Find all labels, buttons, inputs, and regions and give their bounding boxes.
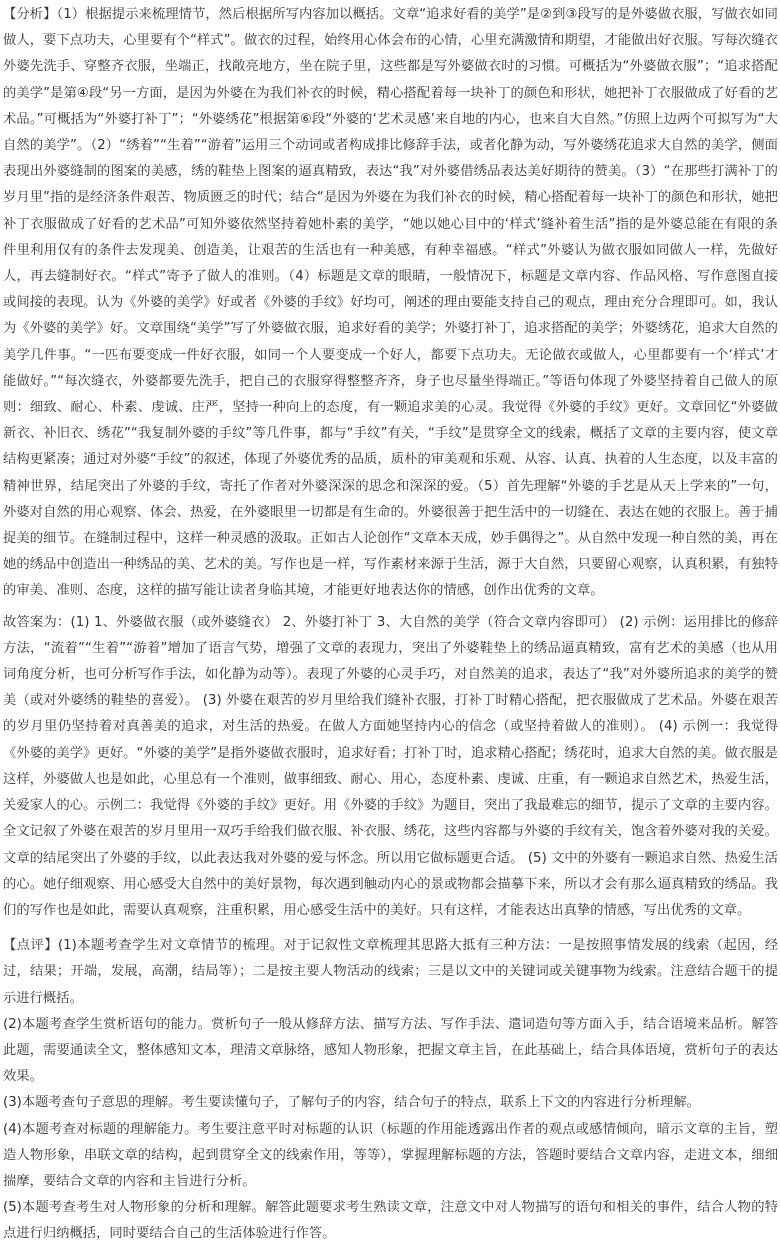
comment-section [3,933,778,1247]
answer-paragraph: 故答案为：(1) 1、外婆做衣服（或外婆缝衣） 2、外婆打补丁 3、大自然的美学（符合文章内容即可） (2) 示例：运用排比的修辞方法，“流着”“生着”“游着”增加了语言气势，增强了文章的表现力，突出了外婆鞋垫上的绣品逼真精致，富有艺术的美感（也从用词角度分析，也可分析写作手法，如化静为动等）。表现了外婆的心灵手巧，对自然美的追求，表达了“我”对外婆所追求的美学的赞美（或对外婆绣的鞋垫的喜爱）。 (3) 外婆在艰苦的岁月里给我们缝补衣服，打补丁时精心搭配，把衣服做成了艺术品。外婆在艰苦的岁月里仍坚持着对真善美的追求，对生活的热爱。在做人方面她坚持内心的信念（或坚持着做人的准则）。 (4) 示例一：我觉得《外婆的美学》更好。“外婆的美学”是指外婆做衣服时，追求好看；打补丁时，追求精心搭配；绣花时，追求大自然的美。做衣服是这样，外婆做人也是如此，心里总有一个准则，做事细致、耐心、用心，态度朴素、虔诚、庄重，有一颗追求自然艺术，热爱生活，关爱家人的心。示例二：我觉得《外婆的手纹》更好。用《外婆的手纹》为题目，突出了我最难忘的细节，提示了文章的主要内容。全文记叙了外婆在艰苦的岁月里用一双巧手给我们做衣服、补衣服、绣花，这些内容都与外婆的手纹有关，饱含着外婆对我的关爱。文章的结尾突出了外婆的手纹，以此表达我对外婆的爱与怀念。所以用它做标题更合适。 (5) 文中的外婆有一颗追求自然、热爱生活的心。她仔细观察、用心感受大自然中的美好景物，每次遇到触动内心的景或物都会描摹下来，所以才会有那么逼真精致的绣品。我们的写作也是如此，需要认真观察，注重积累，用心感受生活中的美好。只有这样，才能表达出真挚的情感，写出优秀的文章。 [3,614,778,918]
divider-space [3,924,778,933]
comment-item-2: (2)本题考查学生赏析语句的能力。赏析句子一般从修辞方法、描写方法、写作手法、遣词造句等方面入手，结合语境来品析。解答此题，需要通读全文，整体感知文本，理清文章脉络，感知人物形象，把握文章主旨，在此基础上，结合具体语境，赏析句子的表达效果。 [3,1016,778,1085]
comment-item-1: 【点评】(1)本题考查学生对文章情节的梳理。对于记叙性文章梳理其思路大抵有三种方法：一是按照事情发展的线索（起因，经过，结果；开端，发展，高潮，结局等）；二是按主要人物活动的线索；三是以文中的关键词或关键事物为线索。注意结合题干的提示进行概括。 [3,938,778,1006]
comment-item-3: (3)本题考查句子意思的理解。考生要读懂句子，了解句子的内容，结合句子的特点，联系上下文的内容进行分析理解。 [3,1095,700,1111]
analysis-paragraph: 【分析】（1）根据提示来梳理情节，然后根据所写内容加以概括。文章“追求好看的美学”是②到③段写的是外婆做衣服，写做衣如同做人，要下点功夫，心里要有个“样式”。做衣的过程，始终用心体会布的心情，心里充满激情和期望，才能做出好衣服。写每次缝衣外婆先洗手、穿整齐衣服，坐端正，找敞亮地方，坐在院子里，这些都是写外婆做衣时的习惯。可概括为“外婆做衣服”；“追求搭配的美学”是第④段“另一方面，是因为外婆在为我们补衣的时候，精心搭配着每一块补丁的颜色和形状，她把补丁衣服做成了好看的艺术品。”可概括为“外婆打补丁”；“外婆绣花”根据第⑥段“外婆的‘艺术灵感’来自地的内心，也来自大自然。”仿照上边两个可拟写为“大自然的美学”。（2）“绣着”“生着”“游着”运用三个动词或者构成排比修辞手法，或者化静为动，写外婆绣花追求大自然的美学，侧面表现出外婆缝制的图案的美感，绣的鞋垫上图案的逼真精致，表达“我”对外婆借绣品表达美好期待的赞美。（3）“在那些打满补丁的岁月里”指的是经济条件艰苦、物质匮乏的时代；结合“是因为外婆在为我们补衣的时候，精心搭配着每一块补丁的颜色和形状，她把补丁衣服做成了好看的艺术品”可知外婆依然坚持着她朴素的美学，“她以她心目中的‘样式’缝补着生活”指的是外婆总能在有限的条件里利用仅有的条件去发现美、创造美，让艰苦的生活也有一种美感，有种幸福感。“样式”外婆认为做衣服如同做人一样，先做好人，再去缝制好衣。“样式”寄予了做人的准则。（4）标题是文章的眼睛，一般情况下，标题是文章内容、作品风格、写作意图直接或间接的表现。认为《外婆的美学》好或者《外婆的手纹》好均可，阐述的理由要能支持自己的观点，理由充分合理即可。如，我认为《外婆的美学》好。文章围绕“美学”写了外婆做衣服，追求好看的美学；外婆打补丁，追求搭配的美学；外婆绣花，追求大自然的美学几件事。“一匹布要变成一件好衣服，如同一个人要变成一个好人，都要下点功夫。无论做衣或做人，心里都要有一个‘样式’才能做好。”“每次缝衣，外婆都要先洗手，把自己的衣服穿得整整齐齐，身子也尽量坐得端正。”等语句体现了外婆坚持着自己做人的原则：细致、耐心、朴素、虔诚、庄严，坚持一种向上的态度，有一颗追求美的心灵。我觉得《外婆的手纹》更好。文章回忆“外婆做新衣、补旧衣、绣花”“我复制外婆的手纹”等几件事，都与“手纹”有关，“手纹”是贯穿全文的线索，概括了文章的主要内容，使文章结构更紧凑；通过对外婆“手纹”的叙述，体现了外婆优秀的品质，质朴的审美观和乐观、从容、认真、执着的人生态度，以及丰富的精神世界，结尾突出了外婆的手纹，寄托了作者对外婆深深的思念和深深的爱。（5）首先理解“外婆的手艺是从天上学来的”一句，外婆对自然的用心观察、体会、热爱，在外婆眼里一切都是有生命的。外婆很善于把生活中的一切缝在、表达在她的衣服上。善于捕捉美的细节。在缝制过程中，这样一种灵感的汲取。正如古人论创作“文章本天成，妙手偶得之”。从自然中发现一种自然的美，再在她的绣品中创造出一种绣品的美、艺术的美。写作也是一样，写作素材来源于生活，源于大自然，只要留心观察，认真积累，有独特的审美、准则、态度，这样的描写能让读者身临其境，才能更好地表达你的情感，创作出优秀的文章。 [3,7,778,599]
comment-item-5: (5)本题考查考生对人物形象的分析和理解。解答此题要求考生熟读文章，注意文中对人物描写的语句和相关的事件，结合人物的特点进行归纳概括，同时要结合自己的生活体验进行作答。 [3,1200,778,1242]
comment-item-4: (4)本题考查对标题的理解能力。考生要注意平时对标题的认识（标题的作用能透露出作者的观点或感情倾向，暗示文章的主旨，塑造人物形象，串联文章的结构，起到贯穿全文的线索作用，等等），掌握理解标题的方法，答题时要结合文章内容，走进文本，细细揣摩，要结合文章的内容和主旨进行分析。 [3,1121,778,1189]
